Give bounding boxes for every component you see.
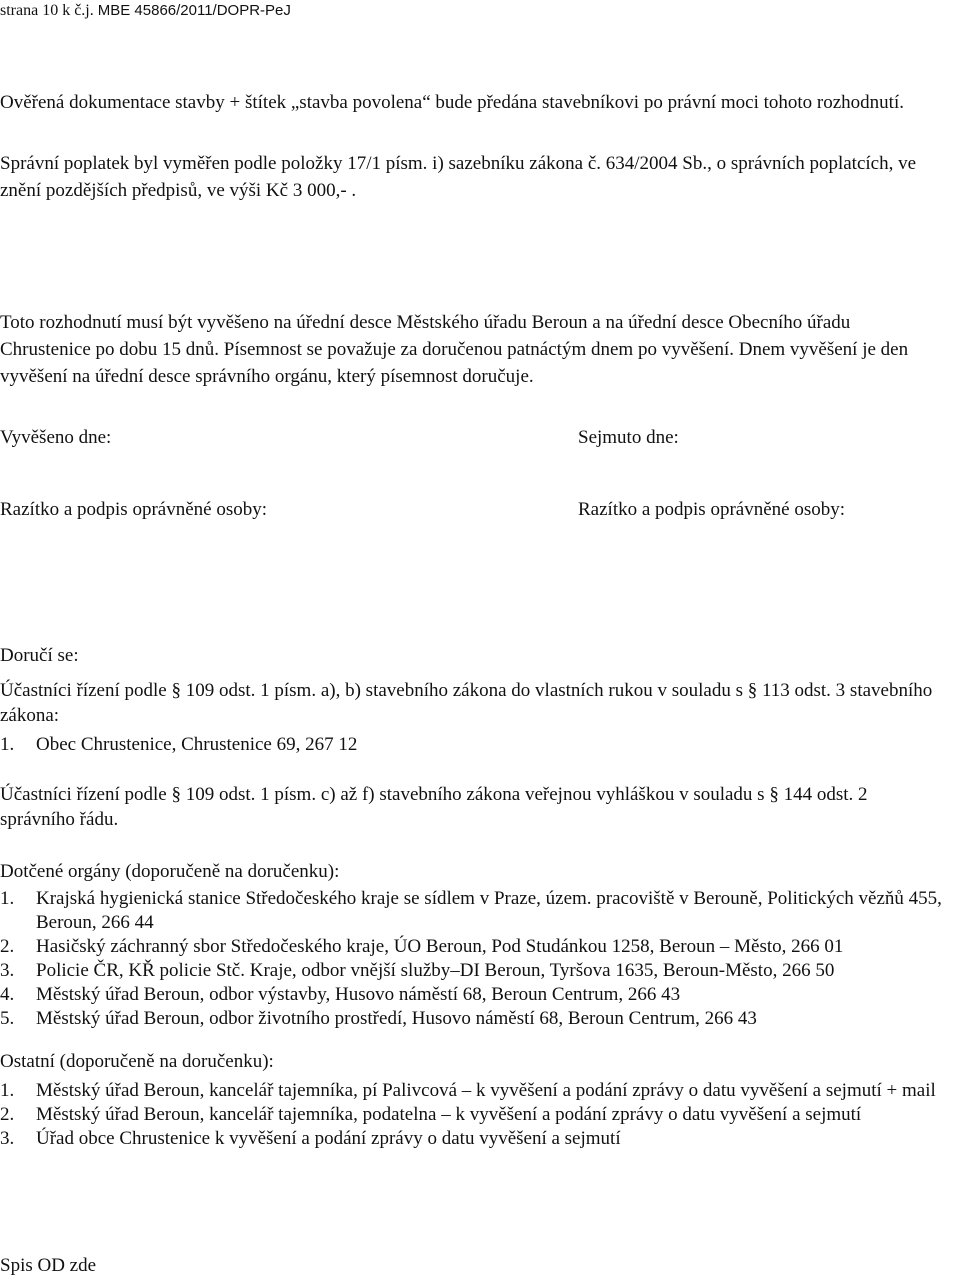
participants-own-hands: Účastníci řízení podle § 109 odst. 1 písm. a), b) stavebního zákona do vlastních rukou v souladu s § 113 odst. 3 stavebního zákona: <box>0 680 933 726</box>
list-item: 2. Městský úřad Beroun, kancelář tajemníka, podatelna – k vyvěšení a podání zprávy o datu vyvěšení a sejmutí <box>0 1104 862 1125</box>
list-item: 1. Městský úřad Beroun, kancelář tajemníka, pí Palivcová – k vyvěšení a podání zprávy o datu vyvěšení a sejmutí + mail <box>0 1080 936 1101</box>
participants-public-notice: Účastníci řízení podle § 109 odst. 1 písm. c) až f) stavebního zákona veřejnou vyhláškou v souladu s § 144 odst. 2 správního řádu. <box>0 784 868 830</box>
stamp-signature-right: Razítko a podpis oprávněné osoby: <box>578 499 846 520</box>
posted-date-label: Vyvěšeno dne: <box>0 427 112 448</box>
list-item: 1. Krajská hygienická stanice Středočeského kraje se sídlem v Praze, územ. pracoviště v Berouně, Politických vězňů 455, Beroun, 266 44 <box>0 888 942 933</box>
others-list <box>0 1079 945 1151</box>
paragraph-fee: Správní poplatek byl vyměřen podle položky 17/1 písm. i) sazebníku zákona č. 634/2004 Sb., o správních poplatcích, ve znění pozdějších předpisů, ve výši Kč 3 000,- . <box>0 153 917 201</box>
list-item: 1. Obec Chrustenice, Chrustenice 69, 267 12 <box>0 734 358 755</box>
list-item: 4. Městský úřad Beroun, odbor výstavby, Husovo náměstí 68, Beroun Centrum, 266 43 <box>0 984 681 1005</box>
list-item: 2. Hasičský záchranný sbor Středočeského kraje, ÚO Beroun, Pod Studánkou 1258, Beroun – Město, 266 01 <box>0 936 844 957</box>
removed-date-label: Sejmuto dne: <box>578 427 679 448</box>
list-item: 3. Úřad obce Chrustenice k vyvěšení a podání zprávy o datu vyvěšení a sejmutí <box>0 1128 621 1149</box>
list-item: 3. Policie ČR, KŘ policie Stč. Kraje, odbor vnější služby–DI Beroun, Tyršova 1635, Beroun-Město, 266 50 <box>0 960 835 981</box>
others-heading: Ostatní (doporučeně na doručenku): <box>0 1051 274 1072</box>
organs-heading: Dotčené orgány (doporučeně na doručenku): <box>0 861 340 882</box>
reference-number: MBE 45866/2011/DOPR-PeJ <box>97 2 291 19</box>
list-item: 5. Městský úřad Beroun, odbor životního prostředí, Husovo náměstí 68, Beroun Centrum, 266 43 <box>0 1008 757 1029</box>
footer-file-note: Spis OD zde <box>0 1255 97 1276</box>
paragraph-posting: Toto rozhodnutí musí být vyvěšeno na úřední desce Městského úřadu Beroun a na úřední desce Obecního úřadu Chrustenice po dobu 15 dnů. Písemnost se považuje za doručenou patnáctým dnem po vyvěšení. Dnem vyvěšení je den vyvěšení na úřední desce správního orgánu, který písemnost doručuje. <box>0 312 909 387</box>
stamp-signature-left: Razítko a podpis oprávněné osoby: <box>0 499 268 520</box>
paragraph-documentation: Ověřená dokumentace stavby + štítek „stavba povolena“ bude předána stavebníkovi po právní moci tohoto rozhodnutí. <box>0 92 904 113</box>
page-number: strana 10 k č.j. <box>0 2 94 19</box>
participants-list <box>0 733 945 757</box>
organs-list <box>0 887 945 1031</box>
page-header <box>0 2 291 20</box>
delivery-heading: Doručí se: <box>0 645 79 666</box>
